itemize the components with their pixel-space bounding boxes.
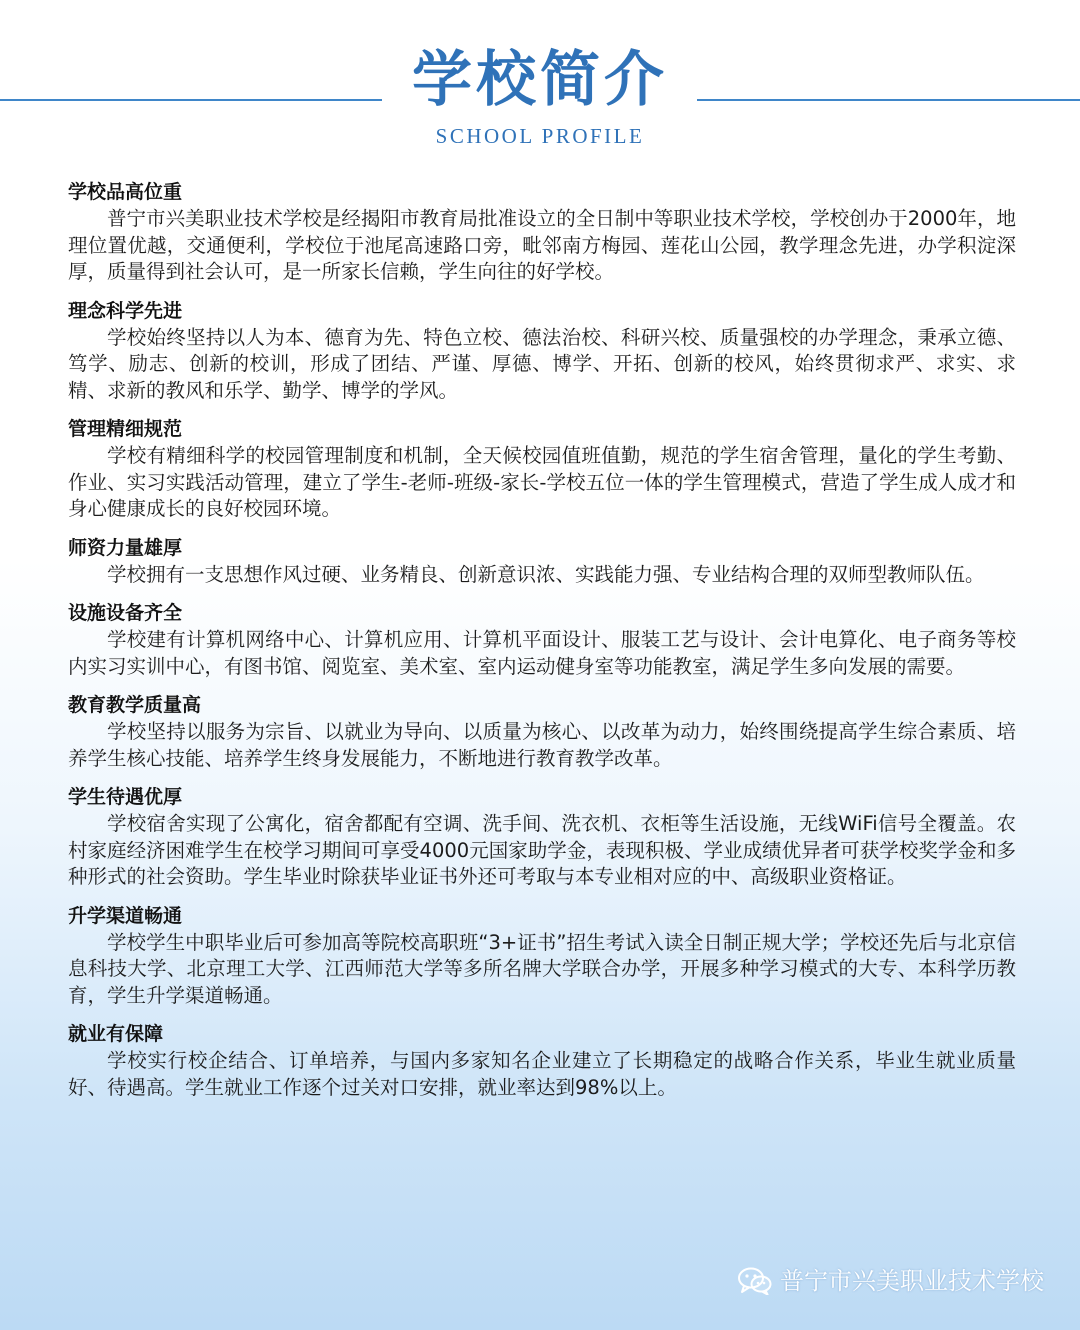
section-school-quality bbox=[68, 178, 1016, 286]
page-subtitle: SCHOOL PROFILE bbox=[435, 124, 645, 148]
profile-content bbox=[68, 178, 1016, 1112]
section-heading: 升学渠道畅通 bbox=[68, 904, 183, 927]
section-facilities bbox=[68, 599, 1016, 680]
section-body: 学校拥有一支思想作风过硬、业务精良、创新意识浓、实践能力强、专业结构合理的双师型教师队伍。 bbox=[107, 562, 985, 586]
section-body: 学校宿舍实现了公寓化，宿舍都配有空调、洗手间、洗衣机、衣柜等生活设施，无线WiFi信号全覆盖。农村家庭经济困难学生在校学习期间可享受4000元国家助学金，表现积极、学业成绩优异者可获学校奖学金和多种形式的社会资助。学生毕业时除获毕业证书外还可考取与本专业相对应的中、高级职业资格证。 bbox=[68, 812, 1016, 888]
section-heading: 师资力量雄厚 bbox=[68, 536, 183, 559]
section-faculty bbox=[68, 534, 1016, 589]
section-body: 学校学生中职毕业后可参加高等院校高职班“3+证书”招生考试入读全日制正规大学；学校还先后与北京信息科技大学、北京理工大学、江西师范大学等多所名牌大学联合办学，开展多种学习模式的大专、本科学历教育，学生升学渠道畅通。 bbox=[68, 930, 1016, 1007]
section-heading: 学生待遇优厚 bbox=[68, 786, 183, 808]
section-heading: 学校品高位重 bbox=[68, 181, 183, 203]
section-student-benefits bbox=[68, 783, 1016, 891]
section-philosophy bbox=[68, 297, 1016, 405]
section-body: 学校始终坚持以人为本、德育为先、特色立校、德法治校、科研兴校、质量强校的办学理念，秉承立德、笃学、励志、创新的校训，形成了团结、严谨、厚德、博学、开拓、创新的校风，始终贯彻求严、求实、求精、求新的教风和乐学、勤学、博学的学风。 bbox=[68, 325, 1016, 402]
section-heading: 设施设备齐全 bbox=[68, 602, 183, 624]
section-further-study bbox=[68, 902, 1016, 1010]
section-heading: 就业有保障 bbox=[68, 1023, 164, 1045]
section-employment bbox=[68, 1020, 1016, 1101]
section-body: 学校实行校企结合、订单培养，与国内多家知名企业建立了长期稳定的战略合作关系，毕业生就业质量好、待遇高。学生就业工作逐个过关对口安排，就业率达到98%以上。 bbox=[68, 1049, 1016, 1099]
section-teaching-quality bbox=[68, 691, 1016, 772]
section-body: 学校有精细科学的校园管理制度和机制，全天候校园值班值勤，规范的学生宿舍管理，量化的学生考勤、作业、实习实践活动管理，建立了学生-老师-班级-家长-学校五位一体的学生管理模式，营造了学生成人成才和身心健康成长的良好校园环境。 bbox=[68, 444, 1016, 520]
page-header bbox=[0, 0, 1080, 170]
wechat-watermark bbox=[738, 1266, 1044, 1296]
section-heading: 管理精细规范 bbox=[68, 418, 183, 440]
section-body: 学校坚持以服务为宗旨、以就业为导向、以质量为核心、以改革为动力，始终围绕提高学生综合素质、培养学生核心技能、培养学生终身发展能力，不断地进行教育教学改革。 bbox=[68, 720, 1016, 770]
section-management bbox=[68, 415, 1016, 523]
section-heading: 教育教学质量高 bbox=[68, 694, 202, 716]
watermark-text: 普宁市兴美职业技术学校 bbox=[780, 1267, 1044, 1295]
section-body: 学校建有计算机网络中心、计算机应用、计算机平面设计、服装工艺与设计、会计电算化、电子商务等校内实习实训中心，有图书馆、阅览室、美术室、室内运动健身室等功能教室，满足学生多向发展的需要。 bbox=[68, 628, 1016, 678]
section-heading: 理念科学先进 bbox=[68, 299, 183, 322]
section-body: 普宁市兴美职业技术学校是经揭阳市教育局批准设立的全日制中等职业技术学校，学校创办于2000年，地理位置优越，交通便利，学校位于池尾高速路口旁，毗邻南方梅园、莲花山公园，教学理念先进，办学积淀深厚，质量得到社会认可，是一所家长信赖，学生向往的好学校。 bbox=[68, 207, 1016, 283]
page-title: 学校简介 bbox=[412, 45, 668, 115]
header-divider-left bbox=[0, 99, 382, 101]
wechat-icon bbox=[738, 1267, 772, 1295]
header-divider-right bbox=[697, 99, 1080, 101]
